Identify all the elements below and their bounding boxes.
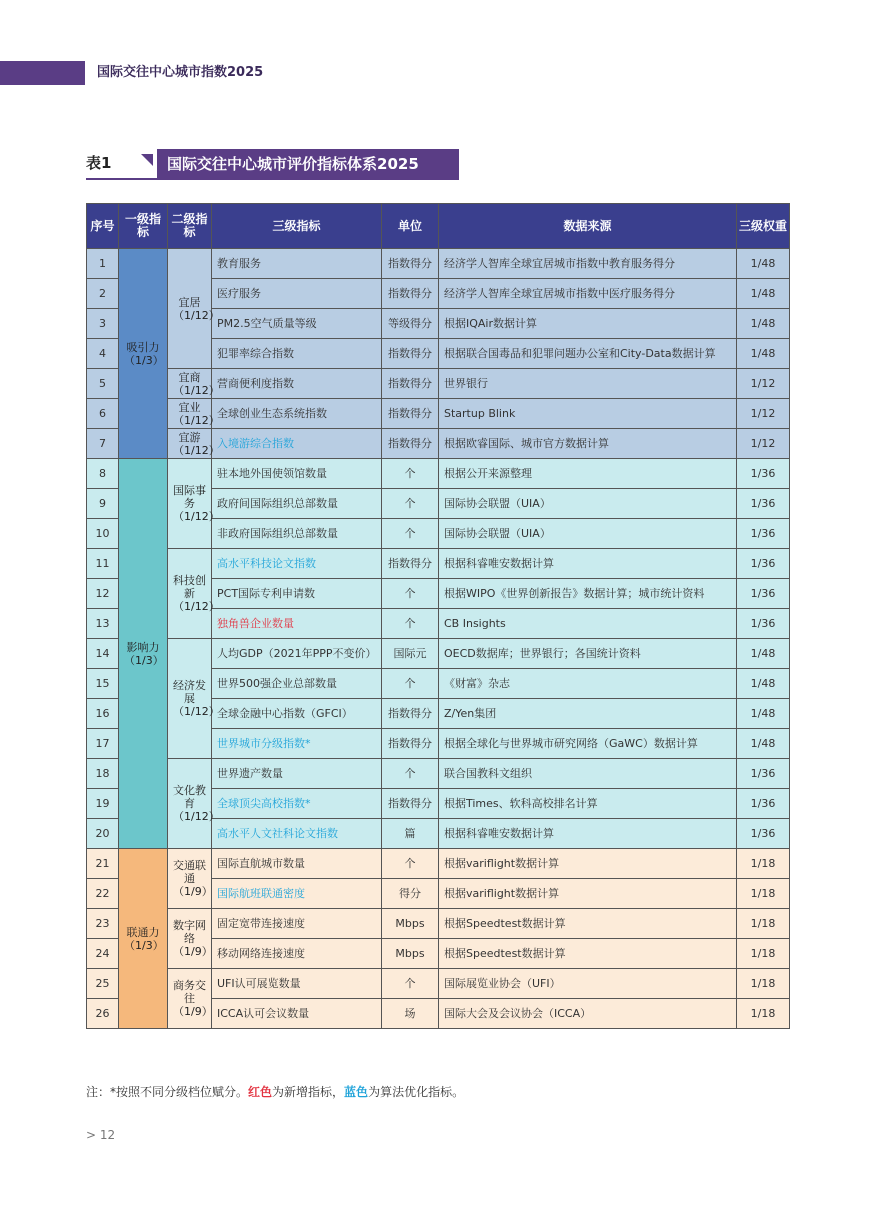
- indicator-weight: 1/36: [737, 459, 790, 489]
- row-number: 8: [87, 459, 119, 489]
- indicator-weight: 1/36: [737, 759, 790, 789]
- level1-cell: 联通力（1/3）: [119, 849, 168, 1029]
- level2-cell: 国际事务（1/12）: [168, 459, 212, 549]
- indicator-weight: 1/36: [737, 609, 790, 639]
- indicator-unit: 个: [382, 609, 439, 639]
- indicator-unit: 指数得分: [382, 399, 439, 429]
- table-body: [87, 249, 790, 1029]
- level1-cell: 吸引力（1/3）: [119, 249, 168, 459]
- indicator-name: ICCA认可会议数量: [212, 999, 382, 1029]
- indicator-weight: 1/48: [737, 699, 790, 729]
- table-row: [87, 639, 790, 669]
- indicator-source: 《财富》杂志: [439, 669, 737, 699]
- indicator-source: 根据Speedtest数据计算: [439, 909, 737, 939]
- indicator-name: 高水平科技论文指数: [212, 549, 382, 579]
- header-source: 数据来源: [439, 204, 737, 249]
- row-number: 21: [87, 849, 119, 879]
- indicator-name: PM2.5空气质量等级: [212, 309, 382, 339]
- indicator-name: 教育服务: [212, 249, 382, 279]
- level2-cell: 宜商（1/12）: [168, 369, 212, 399]
- table-row: [87, 459, 790, 489]
- table-caption-label: 表1: [86, 154, 112, 172]
- caption-arrow-icon: [141, 154, 153, 166]
- row-number: 7: [87, 429, 119, 459]
- indicator-unit: 篇: [382, 819, 439, 849]
- indicator-unit: 指数得分: [382, 339, 439, 369]
- header-level1: 一级指标: [119, 204, 168, 249]
- row-number: 16: [87, 699, 119, 729]
- indicator-weight: 1/36: [737, 579, 790, 609]
- indicator-unit: 个: [382, 489, 439, 519]
- indicator-name: 世界500强企业总部数量: [212, 669, 382, 699]
- indicator-unit: 等级得分: [382, 309, 439, 339]
- indicator-name: 全球顶尖高校指数*: [212, 789, 382, 819]
- table-row: [87, 849, 790, 879]
- indicator-unit: 指数得分: [382, 249, 439, 279]
- indicator-weight: 1/18: [737, 909, 790, 939]
- indicator-name: UFI认可展览数量: [212, 969, 382, 999]
- indicator-weight: 1/48: [737, 309, 790, 339]
- indicator-name: 世界遗产数量: [212, 759, 382, 789]
- indicator-unit: 场: [382, 999, 439, 1029]
- indicator-name: 人均GDP（2021年PPP不变价）: [212, 639, 382, 669]
- indicator-unit: 个: [382, 669, 439, 699]
- note-blue-label: 蓝色: [344, 1085, 369, 1099]
- row-number: 6: [87, 399, 119, 429]
- row-number: 18: [87, 759, 119, 789]
- indicator-name: 固定宽带连接速度: [212, 909, 382, 939]
- row-number: 4: [87, 339, 119, 369]
- level2-cell: 宜业（1/12）: [168, 399, 212, 429]
- table-header-row: [87, 204, 790, 249]
- indicator-weight: 1/48: [737, 279, 790, 309]
- indicator-source: 根据欧睿国际、城市官方数据计算: [439, 429, 737, 459]
- header-unit: 单位: [382, 204, 439, 249]
- table-row: [87, 549, 790, 579]
- note-prefix: 注：*按照不同分级档位赋分。: [86, 1085, 249, 1099]
- indicator-source: Startup Blink: [439, 399, 737, 429]
- indicator-name: 非政府国际组织总部数量: [212, 519, 382, 549]
- indicator-name: 移动网络连接速度: [212, 939, 382, 969]
- level2-cell: 科技创新（1/12）: [168, 549, 212, 639]
- indicator-weight: 1/48: [737, 729, 790, 759]
- row-number: 26: [87, 999, 119, 1029]
- indicator-name: 驻本地外国使领馆数量: [212, 459, 382, 489]
- level2-cell: 经济发展（1/12）: [168, 639, 212, 759]
- indicator-source: 根据variflight数据计算: [439, 879, 737, 909]
- row-number: 9: [87, 489, 119, 519]
- row-number: 15: [87, 669, 119, 699]
- header-weight: 三级权重: [737, 204, 790, 249]
- level2-cell: 文化教育（1/12）: [168, 759, 212, 849]
- indicator-name: 入境游综合指数: [212, 429, 382, 459]
- level2-cell: 商务交往（1/9）: [168, 969, 212, 1029]
- indicator-weight: 1/48: [737, 669, 790, 699]
- indicator-name: 高水平人文社科论文指数: [212, 819, 382, 849]
- indicator-weight: 1/48: [737, 639, 790, 669]
- row-number: 14: [87, 639, 119, 669]
- indicator-unit: 个: [382, 759, 439, 789]
- row-number: 22: [87, 879, 119, 909]
- note-red-label: 红色: [248, 1085, 273, 1099]
- indicator-weight: 1/18: [737, 999, 790, 1029]
- level2-cell: 交通联通（1/9）: [168, 849, 212, 909]
- indicator-name: 全球金融中心指数（GFCI）: [212, 699, 382, 729]
- indicator-unit: 个: [382, 579, 439, 609]
- indicator-source: OECD数据库；世界银行；各国统计资料: [439, 639, 737, 669]
- indicator-unit: 指数得分: [382, 369, 439, 399]
- indicator-weight: 1/12: [737, 429, 790, 459]
- indicator-source: 根据WIPO《世界创新报告》数据计算；城市统计资料: [439, 579, 737, 609]
- row-number: 17: [87, 729, 119, 759]
- indicator-source: 国际协会联盟（UIA）: [439, 489, 737, 519]
- indicator-name: 独角兽企业数量: [212, 609, 382, 639]
- indicator-name: 医疗服务: [212, 279, 382, 309]
- indicator-source: 根据公开来源整理: [439, 459, 737, 489]
- indicator-source: 国际展览业协会（UFI）: [439, 969, 737, 999]
- indicator-unit: 指数得分: [382, 279, 439, 309]
- indicator-unit: 指数得分: [382, 549, 439, 579]
- indicator-unit: 指数得分: [382, 729, 439, 759]
- row-number: 3: [87, 309, 119, 339]
- table-row: [87, 249, 790, 279]
- indicator-name: 国际航班联通密度: [212, 879, 382, 909]
- row-number: 5: [87, 369, 119, 399]
- indicator-source: 经济学人智库全球宜居城市指数中医疗服务得分: [439, 279, 737, 309]
- indicator-source: Z/Yen集团: [439, 699, 737, 729]
- table-row: [87, 969, 790, 999]
- level2-cell: 宜居（1/12）: [168, 249, 212, 369]
- level2-cell: 宜游（1/12）: [168, 429, 212, 459]
- row-number: 23: [87, 909, 119, 939]
- indicator-weight: 1/18: [737, 849, 790, 879]
- indicator-name: 国际直航城市数量: [212, 849, 382, 879]
- indicator-name: PCT国际专利申请数: [212, 579, 382, 609]
- note-middle: 为新增指标，: [272, 1085, 345, 1099]
- indicator-source: 根据Speedtest数据计算: [439, 939, 737, 969]
- level2-cell: 数字网络（1/9）: [168, 909, 212, 969]
- indicator-source: 根据联合国毒品和犯罪问题办公室和City-Data数据计算: [439, 339, 737, 369]
- table-row: [87, 369, 790, 399]
- table-note: [86, 1083, 464, 1101]
- row-number: 1: [87, 249, 119, 279]
- header-no: 序号: [87, 204, 119, 249]
- indicator-name: 世界城市分级指数*: [212, 729, 382, 759]
- indicator-unit: 指数得分: [382, 429, 439, 459]
- row-number: 11: [87, 549, 119, 579]
- indicator-source: 根据科睿唯安数据计算: [439, 819, 737, 849]
- indicator-source: 根据IQAir数据计算: [439, 309, 737, 339]
- indicator-unit: 指数得分: [382, 699, 439, 729]
- indicator-unit: 国际元: [382, 639, 439, 669]
- indicator-unit: 个: [382, 969, 439, 999]
- indicator-weight: 1/36: [737, 489, 790, 519]
- indicator-source: CB Insights: [439, 609, 737, 639]
- indicator-unit: 个: [382, 519, 439, 549]
- table-row: [87, 429, 790, 459]
- indicator-source: 根据全球化与世界城市研究网络（GaWC）数据计算: [439, 729, 737, 759]
- row-number: 10: [87, 519, 119, 549]
- indicator-unit: 得分: [382, 879, 439, 909]
- table-caption-title: 国际交往中心城市评价指标体系2025: [157, 149, 459, 179]
- indicator-weight: 1/36: [737, 819, 790, 849]
- indicator-name: 政府间国际组织总部数量: [212, 489, 382, 519]
- header-accent-bar: [0, 61, 85, 85]
- indicator-source: 国际大会及会议协会（ICCA）: [439, 999, 737, 1029]
- indicator-weight: 1/18: [737, 969, 790, 999]
- row-number: 19: [87, 789, 119, 819]
- header-level2: 二级指标: [168, 204, 212, 249]
- indicator-weight: 1/12: [737, 399, 790, 429]
- header-level3: 三级指标: [212, 204, 382, 249]
- page-number: > 12: [86, 1128, 116, 1142]
- indicator-source: 经济学人智库全球宜居城市指数中教育服务得分: [439, 249, 737, 279]
- indicator-name: 犯罪率综合指数: [212, 339, 382, 369]
- indicator-unit: 指数得分: [382, 789, 439, 819]
- indicator-weight: 1/48: [737, 339, 790, 369]
- row-number: 13: [87, 609, 119, 639]
- table-row: [87, 399, 790, 429]
- indicator-name: 营商便利度指数: [212, 369, 382, 399]
- indicator-source: 根据variflight数据计算: [439, 849, 737, 879]
- indicator-source: 联合国教科文组织: [439, 759, 737, 789]
- row-number: 24: [87, 939, 119, 969]
- row-number: 12: [87, 579, 119, 609]
- row-number: 25: [87, 969, 119, 999]
- note-suffix: 为算法优化指标。: [368, 1085, 465, 1099]
- indicator-weight: 1/48: [737, 249, 790, 279]
- page-header-title: 国际交往中心城市指数2025: [97, 65, 264, 80]
- indicator-weight: 1/18: [737, 879, 790, 909]
- level1-cell: 影响力（1/3）: [119, 459, 168, 849]
- row-number: 20: [87, 819, 119, 849]
- indicator-source: 世界银行: [439, 369, 737, 399]
- caption-underline: [86, 178, 459, 180]
- indicator-weight: 1/36: [737, 549, 790, 579]
- index-table: [86, 203, 790, 1029]
- indicator-source: 根据Times、软科高校排名计算: [439, 789, 737, 819]
- row-number: 2: [87, 279, 119, 309]
- indicator-weight: 1/18: [737, 939, 790, 969]
- indicator-unit: Mbps: [382, 909, 439, 939]
- indicator-unit: Mbps: [382, 939, 439, 969]
- indicator-name: 全球创业生态系统指数: [212, 399, 382, 429]
- indicator-source: 国际协会联盟（UIA）: [439, 519, 737, 549]
- table-row: [87, 759, 790, 789]
- table-row: [87, 909, 790, 939]
- indicator-weight: 1/36: [737, 519, 790, 549]
- indicator-weight: 1/12: [737, 369, 790, 399]
- indicator-source: 根据科睿唯安数据计算: [439, 549, 737, 579]
- indicator-unit: 个: [382, 849, 439, 879]
- indicator-unit: 个: [382, 459, 439, 489]
- indicator-weight: 1/36: [737, 789, 790, 819]
